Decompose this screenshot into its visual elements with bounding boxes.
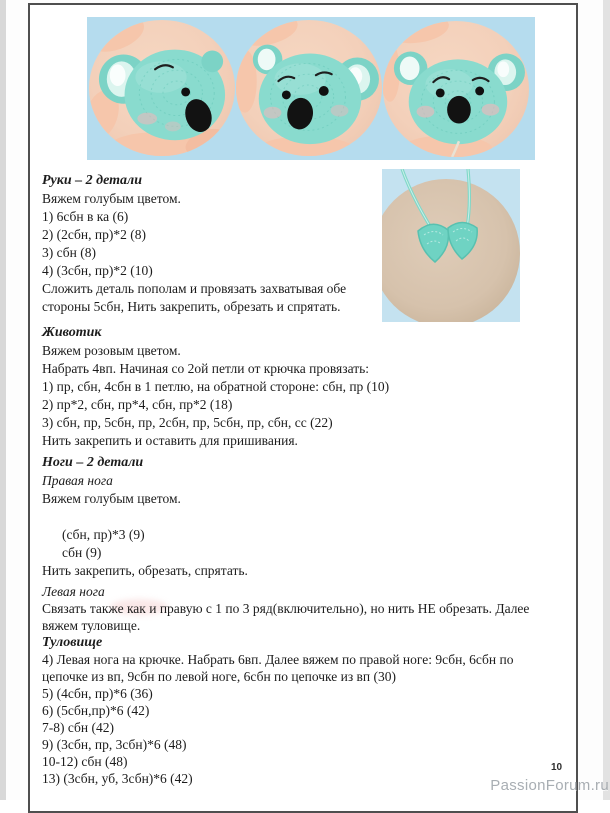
section-left-leg-and-body (42, 583, 576, 787)
pattern-line: сбн (9) (62, 545, 102, 560)
pattern-line: Правая нога (42, 473, 113, 488)
pattern-line: Вяжем голубым цветом. (42, 191, 181, 206)
pattern-line: 2) пр*2, сбн, пр*4, сбн, пр*2 (18) (42, 397, 233, 412)
pattern-line: 13) (3сбн, уб, 3сбн)*6 (42) (42, 771, 193, 786)
pattern-line: 1) пр, сбн, 4сбн в 1 петлю, на обратной стороне: сбн, пр (10) (42, 379, 390, 394)
pattern-line: 3) сбн, пр, 5сбн, пр, 2сбн, пр, 5сбн, пр, сбн, сс (22) (42, 415, 333, 430)
pattern-line: 6) (5сбн,пр)*6 (42) (42, 703, 150, 718)
pattern-line: 7-8) сбн (42) (42, 720, 114, 735)
right-margin-strip (603, 0, 610, 800)
section-legs (42, 454, 576, 580)
pattern-line: Нить закрепить и оставить для пришивания. (42, 433, 298, 448)
pattern-line: 5) (4сбн, пр)*6 (36) (42, 686, 153, 701)
pattern-line: Нить закрепить, обрезать, спрятать. (42, 563, 248, 578)
pattern-line: 10-12) сбн (48) (42, 754, 128, 769)
pattern-line: Вяжем розовым цветом. (42, 343, 181, 358)
pattern-line: 9) (3сбн, пр, 3сбн)*6 (48) (42, 737, 187, 752)
pattern-line: 4) Левая нога на крючке. Набрать 6вп. Далее вяжем по правой ноге: 9сбн, 6сбн по (42, 652, 514, 667)
koala-photos-banner (87, 17, 535, 160)
pattern-line: 4) (3сбн, пр)*2 (10) (42, 263, 153, 278)
pattern-line: Левая нога (42, 584, 105, 599)
pattern-line: 1) 6сбн в ка (6) (42, 209, 129, 224)
pattern-line: вяжем туловище. (42, 618, 141, 633)
koala-three-quarter-illustration (236, 20, 382, 156)
pattern-line: Связать также как и правую с 1 по 3 ряд(включительно), но нить НЕ обрезать. Далее (42, 601, 530, 616)
pattern-line: Вяжем голубым цветом. (42, 491, 181, 506)
koala-photo-left-view (89, 20, 235, 156)
pattern-line: стороны 5сбн, Нить закрепить, обрезать и спрятать. (42, 299, 341, 314)
koala-side-view-illustration (89, 20, 235, 156)
pattern-line: Туловище (42, 635, 103, 650)
pattern-line: Набрать 4вп. Начиная со 2ой петли от крючка провязать: (42, 361, 370, 376)
section-arms (42, 172, 576, 316)
pattern-line: Животик (42, 325, 102, 340)
koala-front-illustration (383, 21, 529, 157)
koala-photo-front-view (383, 21, 529, 157)
left-margin-strip (0, 0, 6, 800)
section-belly (42, 324, 576, 450)
page-number: 10 (551, 762, 563, 773)
pattern-line: 2) (2сбн, пр)*2 (8) (42, 227, 146, 242)
pattern-line: Руки – 2 детали (42, 173, 142, 188)
watermark: PassionForum.ru (490, 777, 609, 794)
koala-photo-three-quarter-view (236, 20, 382, 156)
pattern-line: Ноги – 2 детали (42, 455, 144, 470)
document-frame (28, 3, 578, 813)
pattern-line: 3) сбн (8) (42, 245, 96, 260)
pattern-line: Сложить деталь пополам и провязать захватывая обе (42, 281, 347, 296)
pattern-line: (сбн, пр)*3 (9) (62, 527, 145, 542)
pattern-line: цепочке из вп, 9сбн по левой ноге, 6сбн по цепочке из вп (30) (42, 669, 397, 684)
pattern-line (42, 508, 576, 526)
